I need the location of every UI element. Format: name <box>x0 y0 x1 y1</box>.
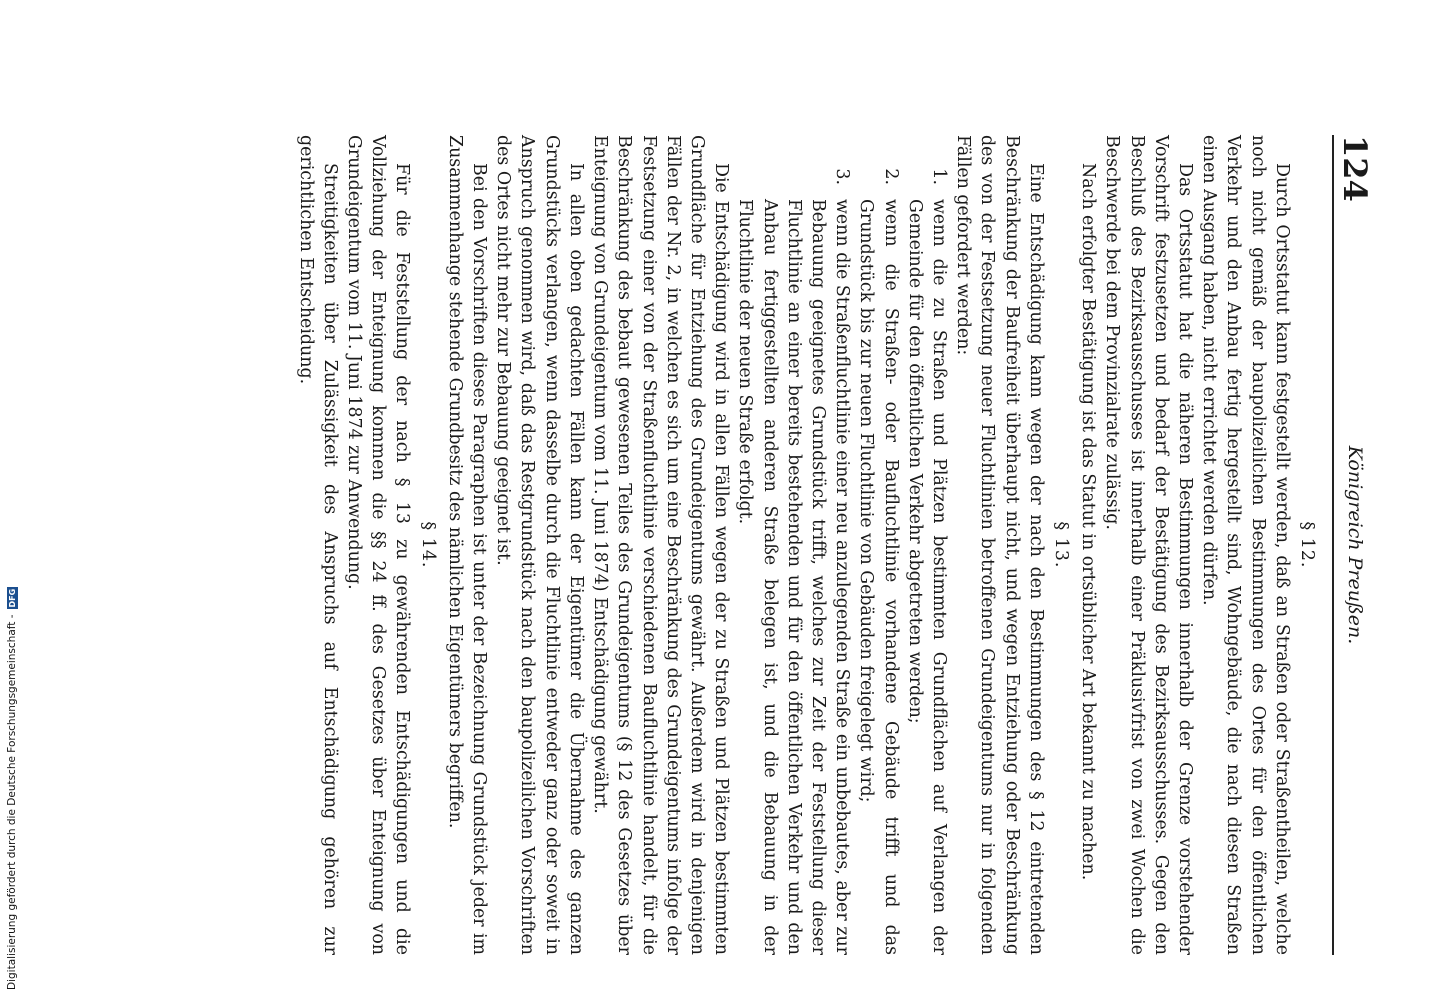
list-item-number: 3. <box>832 168 853 185</box>
list-item-number: 1. <box>928 168 949 185</box>
section-13-paragraph-3: In allen oben gedachten Fällen kann der Eigentümer die Übernahme des ganzen Grundstücks verlangen, wenn dasselbe durch die Fluchtlinie entweder ganz oder soweit in Anspruch genommen wird, daß das Restgrundstück nach den baupolizeilichen Vorschriften des Ortes nicht mehr zur Bebauung geeignet ist. <box>493 135 586 955</box>
section-12-paragraph-3: Nach erfolgter Bestätigung ist das Statut in ortsüblicher Art bekannt zu machen. <box>1078 163 1099 881</box>
digitization-note <box>6 587 18 990</box>
section-13-paragraph-4: Bei den Vorschriften dieses Paragraphen ist unter der Bezeichnung Grundstück jeder im Zusammenhange stehende Grundbesitz des nämlichen Eigentümers begriffen. <box>444 135 490 955</box>
section-13-heading: § 13. <box>1050 521 1071 569</box>
list-item-text: wenn die Straßenfluchtlinie einer neu anzulegenden Straße ein unbebautes, aber zur Bebauung geeignetes Grundstück trifft, welches zur Zeit der Feststellung dieser Fluchtlinie an einer bereits bestehenden und für den öffentlichen Verkehr und den Anbau fertiggestellten anderen Straße belegen ist, und die Bebauung in der Fluchtlinie der neuen Straße erfolgt. <box>735 199 853 955</box>
section-12-heading: § 12. <box>1297 521 1317 569</box>
list-item-text: wenn die zu Straßen und Plätzen bestimmten Grundflächen auf Verlangen der Gemeinde für den öffentlichen Verkehr abgetreten werden; <box>904 199 949 955</box>
section-14-heading: § 14. <box>417 521 438 569</box>
header-rule <box>1332 135 1334 955</box>
section-13-paragraph-2: Die Entschädigung wird in allen Fällen wegen der zu Straßen und Plätzen bestimmten Grundfläche für Entziehung des Grundeigentums gewährt. Außerdem wird in denjenigen Fällen der Nr. 2, in welchen es sich um eine Beschränkung des Grundeigentums infolge der Festsetzung einer von der Straßenfluchtlinie verschiedenen Baufluchtlinie handelt, für die Beschränkung des bebaut gewesenen Teiles des Grundeigentums (§ 12 des Gesetzes über Enteignung von Grundeigentum vom 11. Juni 1874) Entschädigung gewährt. <box>590 135 732 955</box>
list-item <box>903 135 951 955</box>
section-12-paragraph-1: Durch Ortsstatut kann festgestellt werden, daß an Straßen oder Straßentheilen, welche noch nicht gemäß der baupolizeilichen Bestimmungen des Ortes für den öffentlichen Verkehr und den Anbau fertig hergestellt sind, Wohngebäude, die nach diesen Straßen einen Ausgang haben, nicht errichtet werden dürfen. <box>1199 135 1292 955</box>
list-item <box>733 135 854 955</box>
page-number: 124 <box>1336 135 1374 202</box>
digitization-note-text: Digitalisierung gefördert durch die Deutsche Forschungsgemeinschaft - <box>6 614 18 990</box>
running-title: Königreich Preußen. <box>1344 445 1366 645</box>
list-item-number: 2. <box>880 168 901 185</box>
section-13-paragraph-1: Eine Entschädigung kann wegen der nach den Bestimmungen des § 12 eintretenden Beschränkung der Baufreiheit überhaupt nicht, und wegen Entziehung oder Beschränkung des von der Festsetzung neuer Fluchtlinien betroffenen Grundeigentums nur in folgenden Fällen gefordert werden: <box>953 135 1046 955</box>
section-12-paragraph-2: Das Ortsstatut hat die näheren Bestimmungen innerhalb der Grenze vorstehender Vorschrift festzusetzen und bedarf der Bestätigung des Bezirksausschusses. Gegen den Beschluß des Bezirksausschusses ist innerhalb einer Präklusivfrist von zwei Wochen die Beschwerde bei dem Provinzialrate zulässig. <box>1102 135 1195 955</box>
page-body <box>293 135 1322 955</box>
rotated-page <box>90 135 1380 955</box>
section-14-paragraph-1: Für die Feststellung der nach § 13 zu gewährenden Entschädigungen und die Vollziehung der Enteignung kommen die §§ 24 ff. des Gesetzes über Enteignung von Grundeigentum vom 11. Juni 1874 zur Anwendung. <box>344 135 413 955</box>
section-14-paragraph-2: Streitigkeiten über Zulässigkeit des Anspruchs auf Entschädigung gehören zur gerichtlichen Entscheidung. <box>295 135 340 955</box>
list-item-text: wenn die Straßen- oder Baufluchtlinie vorhandene Gebäude trifft und das Grundstück bis zur neuen Fluchtlinie von Gebäuden freigelegt wird; <box>856 199 901 955</box>
page-header <box>1334 135 1380 955</box>
list-item <box>854 135 902 955</box>
dfg-logo: DFG <box>7 588 17 608</box>
